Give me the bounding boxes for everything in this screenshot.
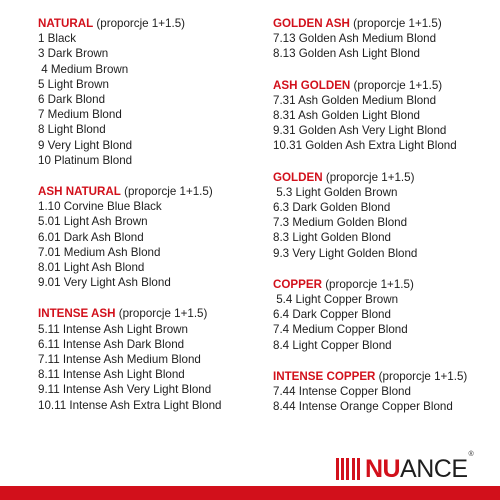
shade-item: 8.01 Light Ash Blond: [38, 261, 145, 275]
shade-item: 6 Dark Blond: [38, 93, 106, 107]
shade-item: 6.01 Dark Ash Blond: [38, 230, 144, 244]
shade-item: 7.11 Intense Ash Medium Blond: [38, 353, 201, 367]
logo-text-nu: NU: [364, 455, 401, 483]
shade-item: 10.31 Golden Ash Extra Light Blond: [273, 139, 457, 153]
section-note: (proporcje 1+1.5): [322, 170, 415, 184]
shade-item: 7.01 Medium Ash Blond: [38, 245, 161, 259]
shade-section: [273, 16, 495, 62]
shade-item: 5.01 Light Ash Brown: [38, 215, 148, 229]
shade-item: 9 Very Light Blond: [38, 138, 133, 152]
shade-item: 7.4 Medium Copper Blond: [273, 323, 408, 337]
shade-item: 7.13 Golden Ash Medium Blond: [273, 32, 437, 46]
section-title: [273, 277, 495, 292]
shade-item: 9.3 Very Light Golden Blond: [273, 246, 418, 260]
shade-item: 9.01 Very Light Ash Blond: [38, 276, 171, 290]
shade-item: 8.4 Light Copper Blond: [273, 338, 392, 352]
right-column: [273, 16, 495, 430]
section-note: (proporcje 1+1.5): [321, 277, 414, 291]
shade-item: 7.44 Intense Copper Blond: [273, 385, 411, 399]
shade-item: 10 Platinum Blond: [38, 153, 133, 167]
section-name: ASH NATURAL: [38, 185, 121, 199]
section-name: GOLDEN ASH: [273, 17, 350, 30]
section-name: GOLDEN: [273, 170, 323, 184]
shade-item: 7.31 Ash Golden Medium Blond: [273, 93, 437, 107]
shade-item: 10.11 Intense Ash Extra Light Blond: [38, 398, 222, 412]
logo-wordmark: [364, 455, 468, 483]
section-note: (proporcje 1+1.5): [375, 369, 468, 383]
shade-item: 6.11 Intense Ash Dark Blond: [38, 337, 185, 351]
section-note: (proporcje 1+1.5): [120, 185, 213, 199]
logo-bars-icon: [336, 458, 362, 480]
shade-item: 8 Light Blond: [38, 123, 106, 137]
shade-section: [273, 78, 495, 154]
bottom-accent-bar: [0, 486, 500, 500]
section-title: [273, 78, 495, 93]
section-title: [273, 170, 495, 185]
section-title: [38, 184, 268, 199]
section-name: INTENSE ASH: [38, 307, 116, 321]
shade-item: 7.3 Medium Golden Blond: [273, 216, 408, 230]
shade-section: [38, 16, 268, 168]
logo-text-ance: ANCE: [400, 455, 468, 483]
shade-item: 8.31 Ash Golden Light Blond: [273, 109, 420, 123]
shade-section: [38, 306, 268, 412]
section-note: (proporcje 1+1.5): [349, 17, 442, 30]
shade-item: 6.3 Dark Golden Blond: [273, 201, 391, 215]
nuance-logo: [336, 451, 474, 483]
shade-section: [38, 184, 268, 290]
shade-item: 4 Medium Brown: [38, 62, 129, 76]
shade-section: [273, 277, 495, 353]
section-note: (proporcje 1+1.5): [350, 78, 443, 92]
shade-item: 5 Light Brown: [38, 77, 109, 91]
shade-item: 9.31 Golden Ash Very Light Blond: [273, 124, 447, 138]
shade-item: 3 Dark Brown: [38, 47, 109, 61]
shade-section: [273, 170, 495, 261]
section-title: [38, 306, 268, 321]
shade-item: 8.11 Intense Ash Light Blond: [38, 368, 185, 382]
shade-item: 9.11 Intense Ash Very Light Blond: [38, 383, 212, 397]
section-title: [38, 16, 268, 31]
shade-item: 6.4 Dark Copper Blond: [273, 308, 391, 322]
left-column: [38, 16, 268, 429]
section-name: INTENSE COPPER: [273, 369, 376, 383]
shade-section: [273, 369, 495, 415]
shade-item: 5.4 Light Copper Brown: [273, 293, 399, 307]
section-name: COPPER: [273, 277, 322, 291]
shade-item: 5.11 Intense Ash Light Brown: [38, 322, 188, 336]
section-title: [273, 369, 495, 384]
shade-item: 8.13 Golden Ash Light Blond: [273, 47, 420, 61]
shade-item: 1.10 Corvine Blue Black: [38, 200, 162, 214]
registered-mark: ®: [468, 451, 474, 458]
shade-item: 8.44 Intense Orange Copper Blond: [273, 400, 453, 414]
section-note: (proporcje 1+1.5): [93, 17, 186, 30]
section-title: [273, 16, 495, 31]
shade-item: 1 Black: [38, 32, 77, 46]
section-name: ASH GOLDEN: [273, 78, 351, 92]
shade-item: 5.3 Light Golden Brown: [273, 185, 398, 199]
shade-item: 7 Medium Blond: [38, 108, 122, 122]
shade-item: 8.3 Light Golden Blond: [273, 231, 391, 245]
section-name: NATURAL: [38, 17, 94, 30]
section-note: (proporcje 1+1.5): [115, 307, 208, 321]
